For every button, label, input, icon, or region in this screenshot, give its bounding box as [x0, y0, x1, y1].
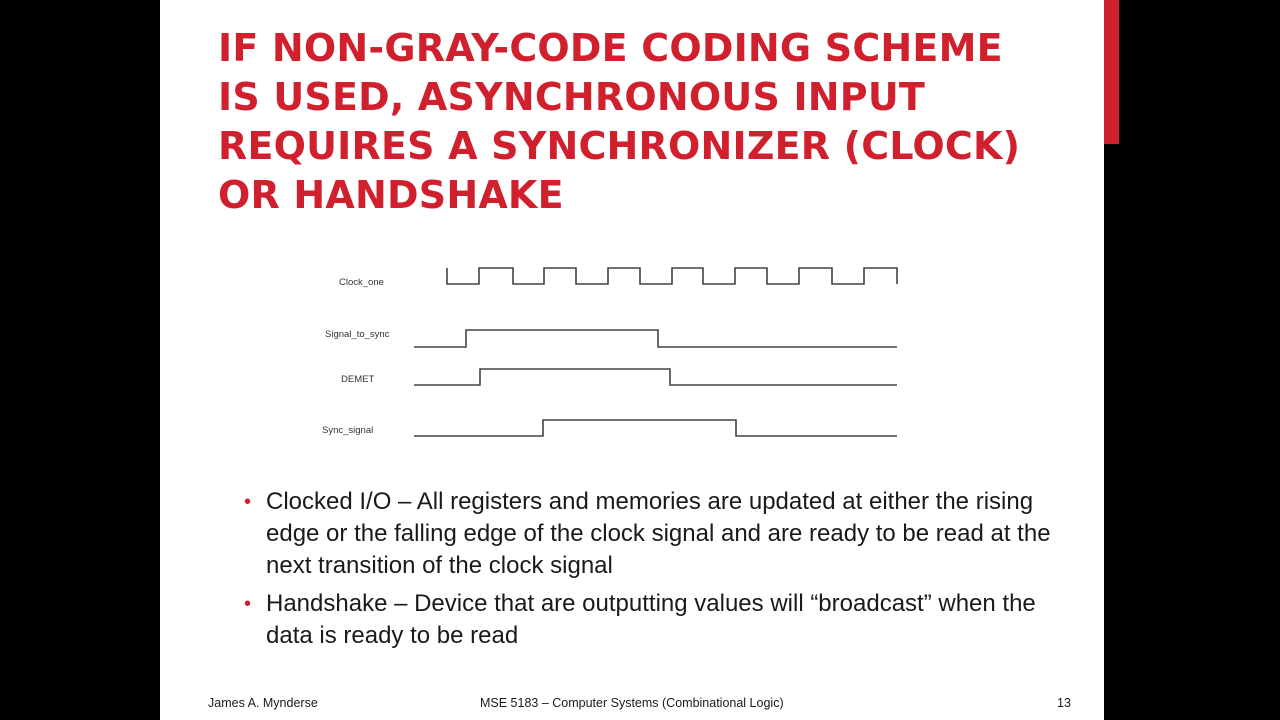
slide: [160, 0, 1104, 720]
footer-course: MSE 5183 – Computer Systems (Combinational Logic): [480, 696, 784, 710]
waveform-signal-to-sync: [414, 330, 897, 347]
waveform-demet: [414, 369, 897, 385]
signal-label-clock: Clock_one: [339, 277, 384, 288]
title-line: OR HANDSHAKE: [218, 173, 564, 217]
title-line: REQUIRES A SYNCHRONIZER (CLOCK): [218, 124, 1021, 168]
waveform-sync-signal: [414, 420, 897, 436]
timing-diagram: [160, 0, 1104, 470]
bullet-item: • Clocked I/O – All registers and memories are updated at either the rising edge or the falling edge of the clock signal and are ready to be read at the next transition of the clock signal: [244, 486, 1064, 582]
waveform-clock: [447, 268, 897, 284]
title-line: IF NON-GRAY-CODE CODING SCHEME: [218, 26, 1003, 70]
signal-label-sync-signal: Sync_signal: [322, 425, 374, 436]
bullet-list: [244, 486, 1064, 658]
footer-page-number: 13: [1057, 696, 1071, 710]
signal-label-signal-to-sync: Signal_to_sync: [325, 329, 390, 340]
signal-label-demet: DEMET: [341, 374, 375, 385]
bullet-item: • Handshake – Device that are outputting values will “broadcast” when the data is ready to be read: [244, 588, 1064, 652]
accent-bar: [1104, 0, 1119, 144]
footer-author: James A. Mynderse: [208, 696, 318, 710]
title-line: IS USED, ASYNCHRONOUS INPUT: [218, 75, 926, 119]
